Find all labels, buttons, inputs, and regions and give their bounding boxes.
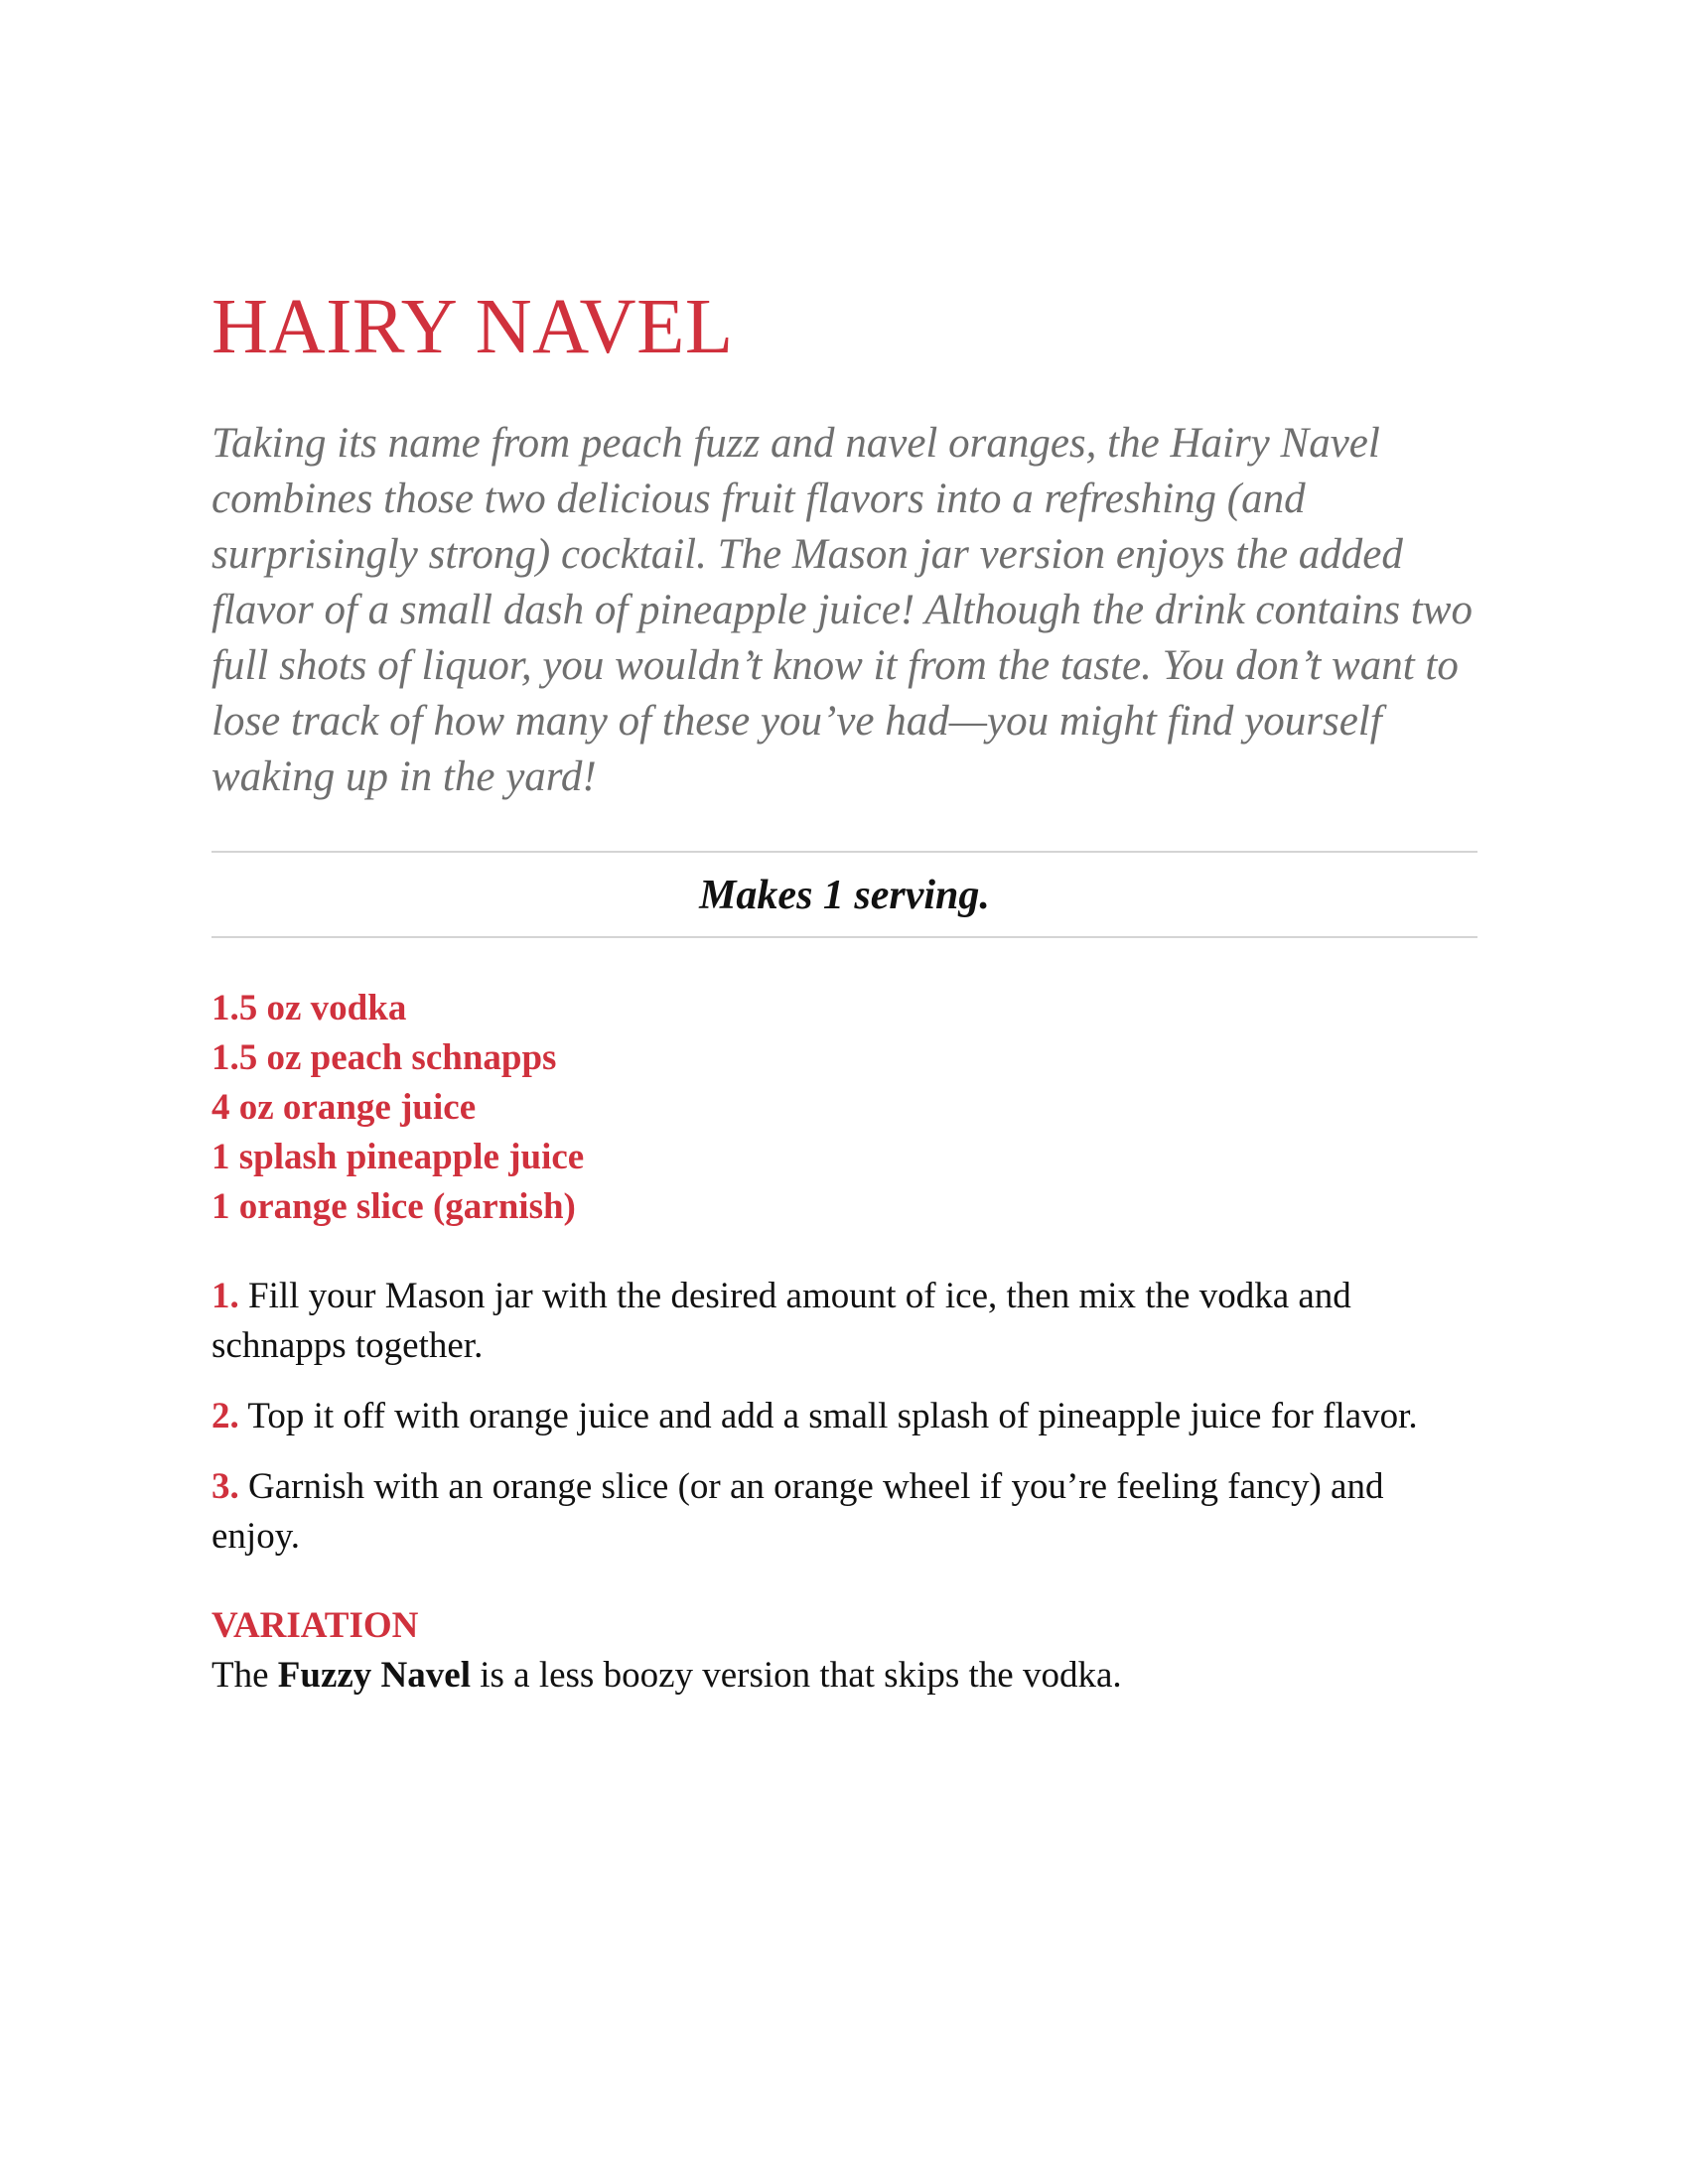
variation-highlight: Fuzzy Navel xyxy=(277,1655,471,1696)
instruction-step xyxy=(211,1272,1477,1371)
serving-size: Makes 1 serving. xyxy=(699,873,990,918)
instruction-step xyxy=(211,1462,1477,1562)
step-number: 2. xyxy=(211,1396,239,1436)
step-text: Garnish with an orange slice (or an orange wheel if you’re feeling fancy) and enjoy. xyxy=(211,1466,1384,1557)
step-number: 3. xyxy=(211,1466,239,1507)
step-text: Fill your Mason jar with the desired amount of ice, then mix the vodka and schnapps together. xyxy=(211,1276,1351,1366)
variation-text-after: is a less boozy version that skips the vodka. xyxy=(470,1655,1122,1696)
step-number: 1. xyxy=(211,1276,239,1316)
recipe-title: HAIRY NAVEL xyxy=(211,284,734,370)
instruction-step xyxy=(211,1392,1477,1441)
recipe-page xyxy=(211,284,1477,1701)
variation-text-before: The xyxy=(211,1655,278,1696)
ingredient-item: 4 oz orange juice xyxy=(211,1087,477,1128)
ingredient-item: 1.5 oz vodka xyxy=(211,988,407,1028)
instruction-list xyxy=(211,1272,1477,1562)
variation-text xyxy=(211,1651,1477,1701)
step-text: Top it off with orange juice and add a small splash of pineapple juice for flavor. xyxy=(247,1396,1418,1436)
ingredient-item: 1 orange slice (garnish) xyxy=(211,1186,576,1227)
ingredient-list xyxy=(211,984,1477,1232)
ingredient-item: 1.5 oz peach schnapps xyxy=(211,1037,557,1078)
variation-section xyxy=(211,1601,1477,1701)
ingredient-item: 1 splash pineapple juice xyxy=(211,1137,585,1177)
recipe-intro: Taking its name from peach fuzz and navel oranges, the Hairy Navel combines those two delicious fruit flavors into a refreshing (and surprisingly strong) cocktail. The Mason jar version enjoys the added flavor of a small dash of pineapple juice! Although the drink contains two full shots of liquor, you wouldn’t know it from the taste. You don’t want to lose track of how many of these you’ve had—you might find yourself waking up in the yard! xyxy=(211,420,1473,800)
divider-bottom xyxy=(211,936,1477,938)
variation-heading: VARIATION xyxy=(211,1605,419,1646)
